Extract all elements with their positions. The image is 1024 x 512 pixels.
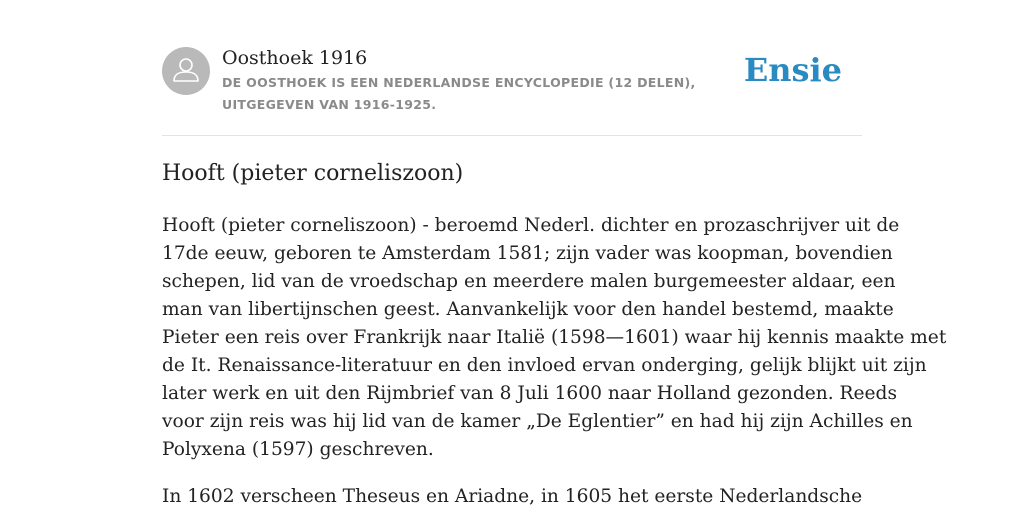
header-divider (162, 135, 862, 136)
ensie-logo[interactable]: Ensie (743, 51, 842, 89)
text-line: Pieter een reis over Frankrijk naar Italië (1598—1601) waar hij kennis maakte met (162, 327, 947, 348)
source-header (162, 46, 862, 118)
text-line: voor zijn reis was hij lid van de kamer „De Eglentier” en had hij zijn Achilles en (162, 411, 913, 432)
text-line: de It. Renaissance-literatuur en den invloed ervan onderging, gelijk blijkt uit zijn (162, 355, 927, 376)
text-line: schepen, lid van de vroedschap en meerdere malen burgemeester aldaar, een (162, 271, 896, 292)
text-line: Polyxena (1597) geschreven. (162, 439, 434, 460)
text-line: Hooft (pieter corneliszoon) - beroemd Nederl. dichter en prozaschrijver uit de (162, 215, 900, 236)
text-line: 17de eeuw, geboren te Amsterdam 1581; zijn vader was koopman, bovendien (162, 243, 893, 264)
article-paragraph (162, 212, 947, 464)
text-line: man van libertijnschen geest. Aanvankelijk voor den handel bestemd, maakte (162, 299, 894, 320)
article-body (162, 212, 947, 512)
source-description: DE OOSTHOEK IS EEN NEDERLANDSE ENCYCLOPEDIE (12 DELEN), UITGEGEVEN VAN 1916-1925. (222, 75, 696, 112)
user-icon (162, 47, 210, 95)
source-avatar[interactable] (162, 47, 210, 95)
text-line: In 1602 verscheen Theseus en Ariadne, in 1605 het eerste Nederlandsche (162, 486, 863, 507)
source-title[interactable]: Oosthoek 1916 (222, 47, 368, 69)
article-paragraph (162, 483, 866, 511)
text-line: later werk en uit den Rijmbrief van 8 Juli 1600 naar Holland gezonden. Reeds (162, 383, 897, 404)
article-title: Hooft (pieter corneliszoon) (162, 161, 464, 186)
